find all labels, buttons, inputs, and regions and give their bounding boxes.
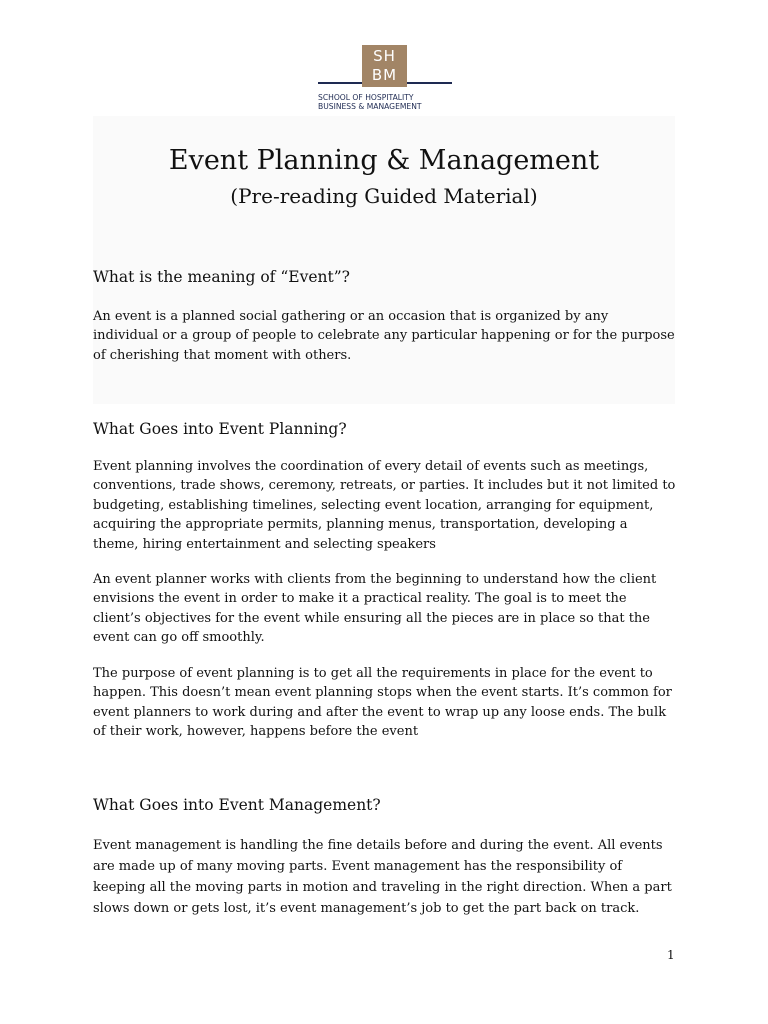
paragraph-planning-purpose: The purpose of event planning is to get all the requirements in place for the event to happen. This doesn’t mean event planning stops when the event starts. It’s common for event planners to work during and after the event to wrap up any loose ends. The bulk of their work, however, happens before the event bbox=[93, 666, 672, 740]
logo-school-name bbox=[318, 93, 452, 111]
paragraph-management-details: Event management is handling the fine details before and during the event. All events are made up of many moving parts. Event management has the responsibility of keeping all the moving parts in motion and traveling in the right direction. When a part slows down or gets lost, it’s event management’s job to get the part back on track. bbox=[93, 838, 672, 916]
paragraph-planning-coordination: Event planning involves the coordination of every detail of events such as meetings, conventions, trade shows, ceremony, retreats, or parties. It includes but it not limited to budgeting, establishing timelines, selecting event location, arranging for equipment, acquiring the appropriate permits, planning menus, transportation, developing a theme, hiring entertainment and selecting speakers bbox=[93, 459, 676, 552]
paragraph-planner-role: An event planner works with clients from the beginning to understand how the client envisions the event in order to make it a practical reality. The goal is to meet the client’s objectives for the event while ensuring all the pieces are in place so that the event can go off smoothly. bbox=[93, 572, 657, 646]
logo-monogram bbox=[362, 45, 407, 87]
page-subtitle: (Pre-reading Guided Material) bbox=[230, 184, 538, 208]
section-heading-event-meaning: What is the meaning of “Event”? bbox=[93, 268, 350, 286]
section-heading-event-management: What Goes into Event Management? bbox=[93, 796, 381, 814]
logo-rule-right bbox=[407, 82, 452, 84]
page-title: Event Planning & Management bbox=[168, 145, 600, 176]
logo-rule-left bbox=[318, 82, 362, 84]
page-number: 1 bbox=[667, 948, 675, 962]
logo-monogram-top: SH bbox=[373, 47, 396, 65]
paragraph-event-definition: An event is a planned social gathering or an occasion that is organized by any individual or a group of people to celebrate any particular happening or for the purpose of cherishing that moment with others. bbox=[93, 309, 675, 363]
section-heading-event-planning: What Goes into Event Planning? bbox=[93, 420, 347, 438]
logo-monogram-bottom: BM bbox=[371, 66, 398, 84]
logo-name-line-2: BUSINESS & MANAGEMENT bbox=[318, 102, 422, 111]
logo-name-line-1: SCHOOL OF HOSPITALITY bbox=[318, 93, 414, 102]
